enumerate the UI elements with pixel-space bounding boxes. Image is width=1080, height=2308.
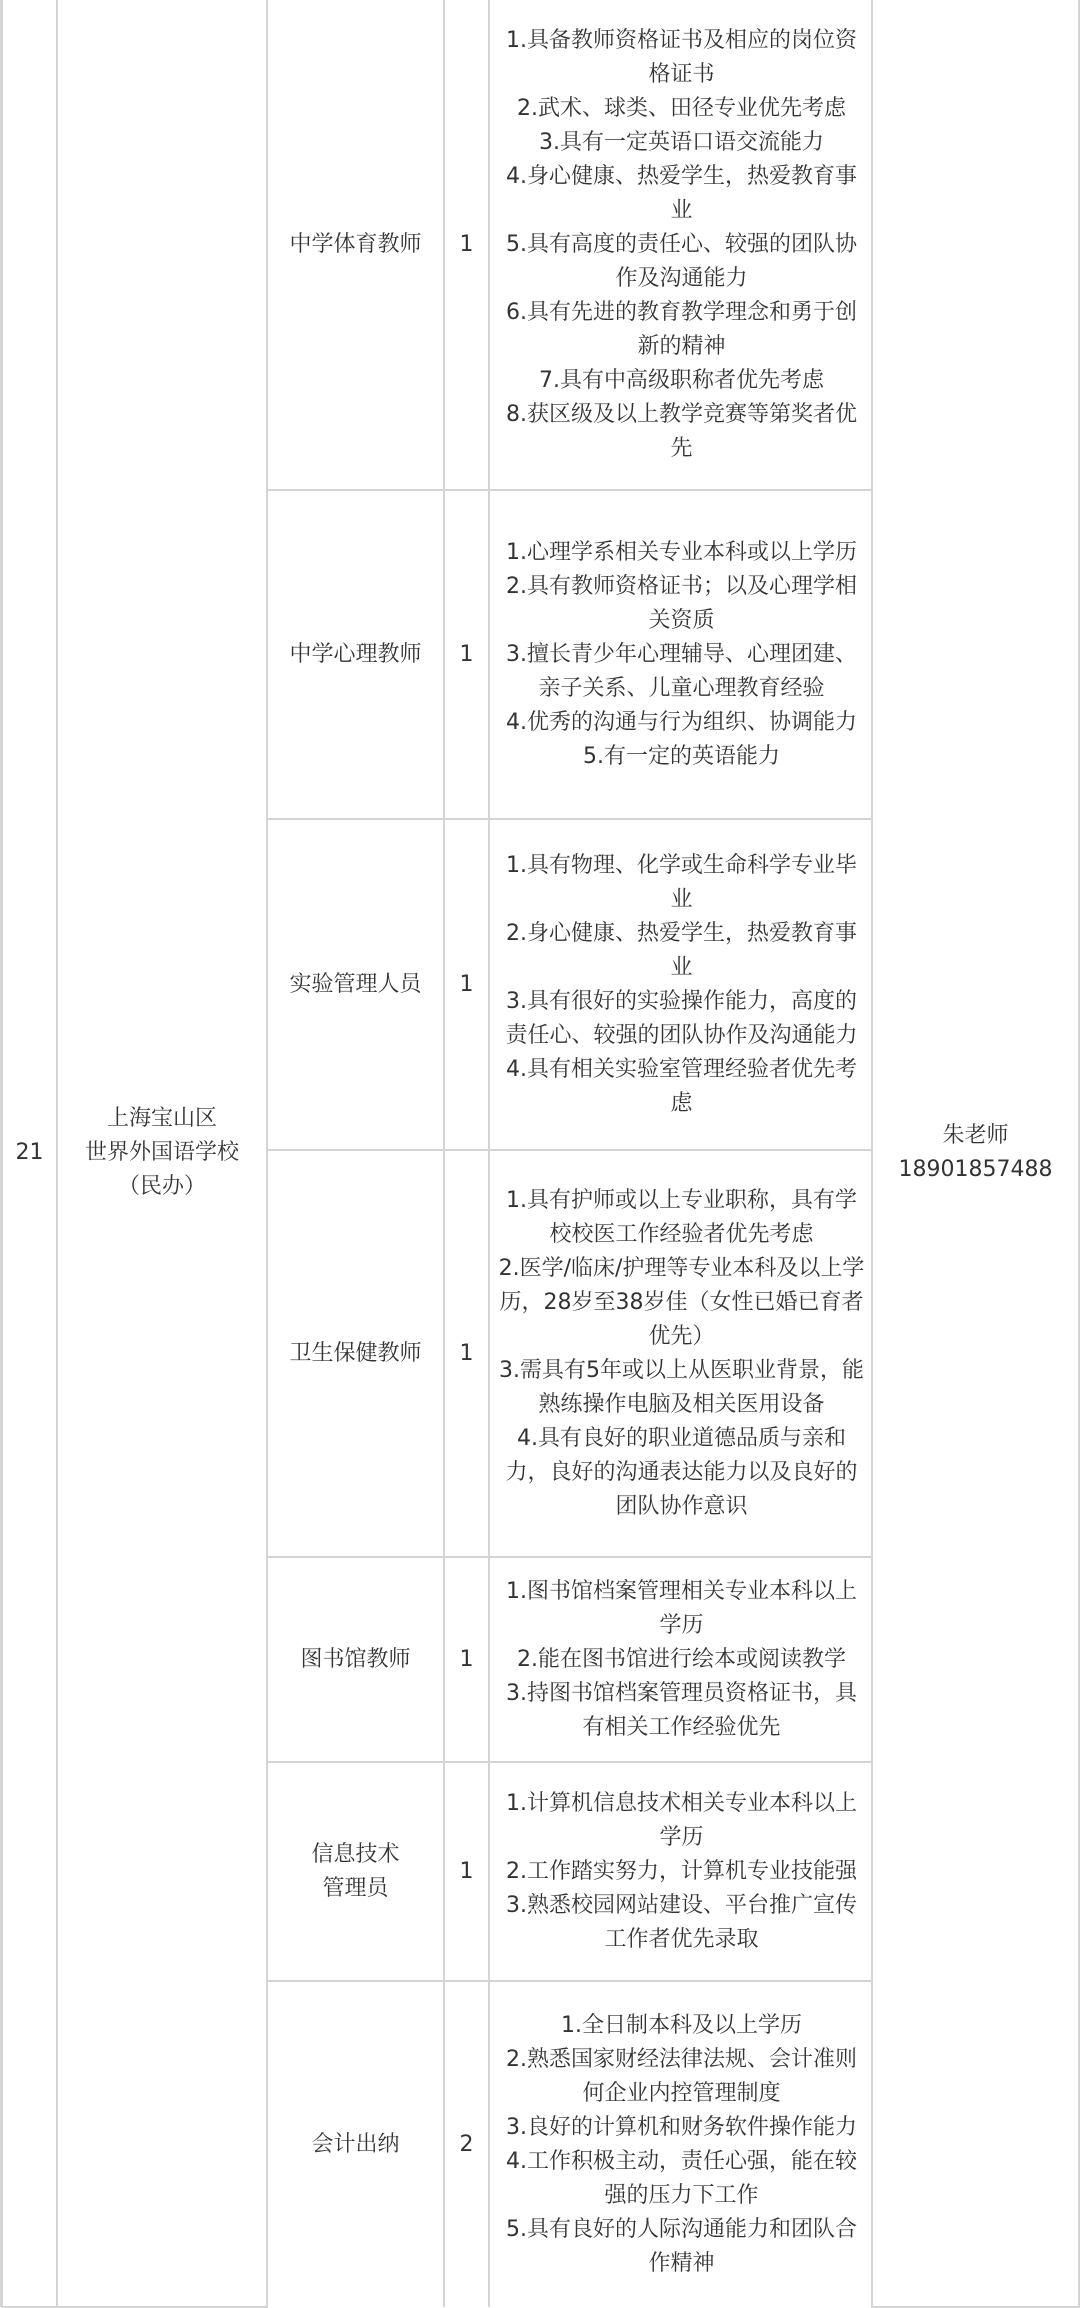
- requirement-item: 5.有一定的英语能力: [583, 743, 780, 769]
- row-number: 21: [15, 1140, 44, 1165]
- requirement-item: 2.武术、球类、田径专业优先考虑: [517, 95, 846, 121]
- requirement-item: 1.心理学系相关专业本科或以上学历: [506, 539, 857, 565]
- position-title: 会计出纳: [311, 2131, 400, 2157]
- row-number-cell: [2, 0, 57, 2307]
- requirement-item: 1.具有护师或以上专业职称，具有学校校医工作经验者优先考虑: [506, 1187, 857, 1247]
- requirement-item: 2.具有教师资格证书；以及心理学相关资质: [506, 573, 857, 633]
- requirement-item: 2.能在图书馆进行绘本或阅读教学: [517, 1646, 846, 1672]
- requirement-item: 1.具有物理、化学或生命科学专业毕业: [506, 852, 857, 912]
- contact-name: 朱老师: [942, 1123, 1009, 1148]
- requirement-item: 8.获区级及以上教学竞赛等第奖者优先: [506, 401, 857, 461]
- requirement-item: 1.图书馆档案管理相关专业本科以上学历: [506, 1578, 857, 1638]
- position-title: 实验管理人员: [289, 971, 422, 997]
- requirements-cell: [489, 1150, 872, 1557]
- headcount: 1: [459, 1858, 474, 1884]
- headcount-cell: [444, 0, 489, 490]
- requirement-item: 3.具有很好的实验操作能力，高度的责任心、较强的团队协作及沟通能力: [505, 988, 858, 1048]
- requirement-item: 1.计算机信息技术相关专业本科以上学历: [506, 1790, 857, 1850]
- requirements-cell: [489, 0, 872, 490]
- school-name-line: （民办）: [117, 1174, 206, 1199]
- position-title-cell: [267, 1150, 444, 1557]
- requirement-item: 3.需具有5年或以上从医职业背景，能熟练操作电脑及相关医用设备: [499, 1357, 864, 1417]
- contact-phone: 18901857488: [898, 1157, 1053, 1182]
- requirements-cell: [489, 1557, 872, 1762]
- headcount-cell: [444, 1762, 489, 1981]
- requirement-item: 2.医学/临床/护理等专业本科及以上学历，28岁至38岁佳（女性已婚已育者优先）: [498, 1255, 865, 1349]
- position-title: 信息技术: [311, 1841, 400, 1867]
- job-listing-body: [2, 0, 1079, 2307]
- position-title-cell: [267, 819, 444, 1150]
- requirement-item: 7.具有中高级职称者优先考虑: [539, 367, 824, 393]
- requirement-item: 3.持图书馆档案管理员资格证书，具有相关工作经验优先: [506, 1680, 857, 1740]
- position-title-cell: [267, 1981, 444, 2307]
- requirement-item: 5.具有良好的人际沟通能力和团队合作精神: [506, 2216, 857, 2276]
- position-title: 管理员: [322, 1875, 389, 1901]
- headcount: 1: [459, 641, 474, 667]
- requirement-item: 4.优秀的沟通与行为组织、协调能力: [506, 709, 857, 735]
- headcount: 1: [459, 231, 474, 257]
- position-title: 卫生保健教师: [289, 1340, 422, 1366]
- school-name-line: 世界外国语学校: [84, 1140, 239, 1165]
- school-name-line: 上海宝山区: [106, 1106, 217, 1131]
- headcount: 1: [459, 971, 474, 997]
- school-name-cell: [57, 0, 267, 2307]
- requirements-cell: [489, 819, 872, 1150]
- headcount: 1: [459, 1646, 474, 1672]
- job-listing-table: [1, 0, 1080, 2308]
- requirement-item: 2.身心健康、热爱学生，热爱教育事业: [506, 920, 857, 980]
- position-row: [2, 0, 1079, 490]
- position-title-cell: [267, 1557, 444, 1762]
- requirement-item: 1.具备教师资格证书及相应的岗位资格证书: [506, 27, 857, 87]
- position-title: 中学体育教师: [289, 231, 422, 257]
- position-title-cell: [267, 0, 444, 490]
- position-title: 图书馆教师: [300, 1646, 411, 1672]
- requirement-item: 6.具有先进的教育教学理念和勇于创新的精神: [506, 299, 857, 359]
- headcount: 1: [459, 1340, 474, 1366]
- position-title: 中学心理教师: [289, 641, 422, 667]
- requirement-item: 3.良好的计算机和财务软件操作能力: [506, 2114, 857, 2140]
- requirements-cell: [489, 1981, 872, 2307]
- headcount-cell: [444, 1557, 489, 1762]
- headcount-cell: [444, 819, 489, 1150]
- requirement-item: 1.全日制本科及以上学历: [561, 2012, 802, 2038]
- headcount-cell: [444, 1981, 489, 2307]
- requirement-item: 4.工作积极主动，责任心强，能在较强的压力下工作: [506, 2148, 857, 2208]
- requirement-item: 3.熟悉校园网站建设、平台推广宣传工作者优先录取: [506, 1892, 857, 1952]
- requirement-item: 4.具有相关实验室管理经验者优先考虑: [506, 1056, 857, 1116]
- requirement-item: 3.擅长青少年心理辅导、心理团建、亲子关系、儿童心理教育经验: [506, 641, 857, 701]
- requirements-cell: [489, 1762, 872, 1981]
- headcount: 2: [459, 2131, 474, 2157]
- requirement-item: 4.具有良好的职业道德品质与亲和力，良好的沟通表达能力以及良好的团队协作意识: [505, 1425, 858, 1519]
- requirement-item: 3.具有一定英语口语交流能力: [539, 129, 824, 155]
- position-title-cell: [267, 1762, 444, 1981]
- requirement-item: 4.身心健康、热爱学生，热爱教育事业: [506, 163, 857, 223]
- position-title-cell: [267, 490, 444, 819]
- requirement-item: 2.工作踏实努力，计算机专业技能强: [506, 1858, 857, 1884]
- requirement-item: 5.具有高度的责任心、较强的团队协作及沟通能力: [506, 231, 857, 291]
- requirement-item: 2.熟悉国家财经法律法规、会计准则何企业内控管理制度: [506, 2046, 857, 2106]
- headcount-cell: [444, 490, 489, 819]
- contact-cell: [872, 0, 1079, 2307]
- requirements-cell: [489, 490, 872, 819]
- headcount-cell: [444, 1150, 489, 1557]
